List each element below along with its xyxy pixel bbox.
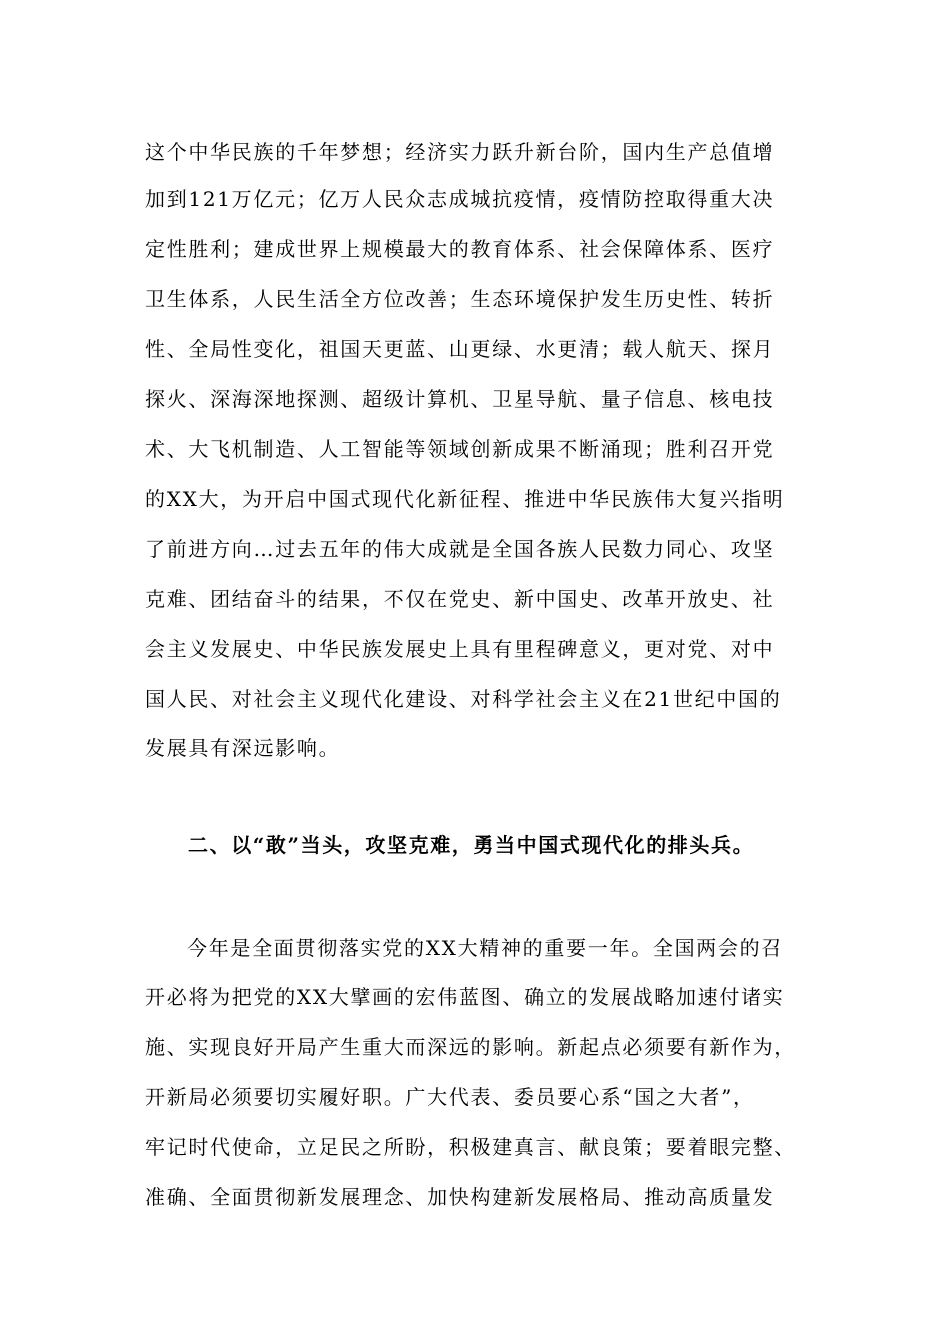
text-line: 了前进方向…过去五年的伟大成就是全国各族人民数力同心、攻坚 xyxy=(145,537,775,561)
text-line: 准确、全面贯彻新发展理念、加快构建新发展格局、推动高质量发 xyxy=(145,1185,775,1209)
text-line: 开新局必须要切实履好职。广大代表、委员要心系“国之大者”， xyxy=(145,1085,755,1109)
text-line: 发展具有深远影响。 xyxy=(145,736,341,760)
text-line: 加到121万亿元；亿万人民众志成城抗疫情，疫情防控取得重大决 xyxy=(145,187,775,211)
text-line: 克难、团结奋斗的结果，不仅在党史、新中国史、改革开放史、社 xyxy=(145,587,775,611)
text-line: 探火、深海深地探测、超级计算机、卫星导航、量子信息、核电技 xyxy=(145,387,775,411)
text-line: 定性胜利；建成世界上规模最大的教育体系、社会保障体系、医疗 xyxy=(145,237,775,261)
text-line: 的XX大，为开启中国式现代化新征程、推进中华民族伟大复兴指明 xyxy=(145,487,785,511)
text-line: 卫生体系，人民生活全方位改善；生态环境保护发生历史性、转折 xyxy=(145,287,775,311)
section-heading: 二、以“敢”当头，攻坚克难，勇当中国式现代化的排头兵。 xyxy=(188,833,755,857)
text-line: 国人民、对社会主义现代化建设、对科学社会主义在21世纪中国的 xyxy=(145,687,782,711)
text-line: 开必将为把党的XX大擘画的宏伟蓝图、确立的发展战略加速付诸实 xyxy=(145,985,785,1009)
text-line: 术、大飞机制造、人工智能等领域创新成果不断涌现；胜利召开党 xyxy=(145,437,775,461)
text-line: 施、实现良好开局产生重大而深远的影响。新起点必须要有新作为， xyxy=(145,1035,796,1059)
text-line: 今年是全面贯彻落实党的XX大精神的重要一年。全国两会的召 xyxy=(187,936,784,960)
text-line: 会主义发展史、中华民族发展史上具有里程碑意义，更对党、对中 xyxy=(145,637,775,661)
text-line: 这个中华民族的千年梦想；经济实力跃升新台阶，国内生产总值增 xyxy=(145,140,775,164)
text-line: 牢记时代使命，立足民之所盼，积极建真言、献良策；要着眼完整、 xyxy=(145,1135,796,1159)
text-line: 性、全局性变化，祖国天更蓝、山更绿、水更清；载人航天、探月 xyxy=(145,337,775,361)
